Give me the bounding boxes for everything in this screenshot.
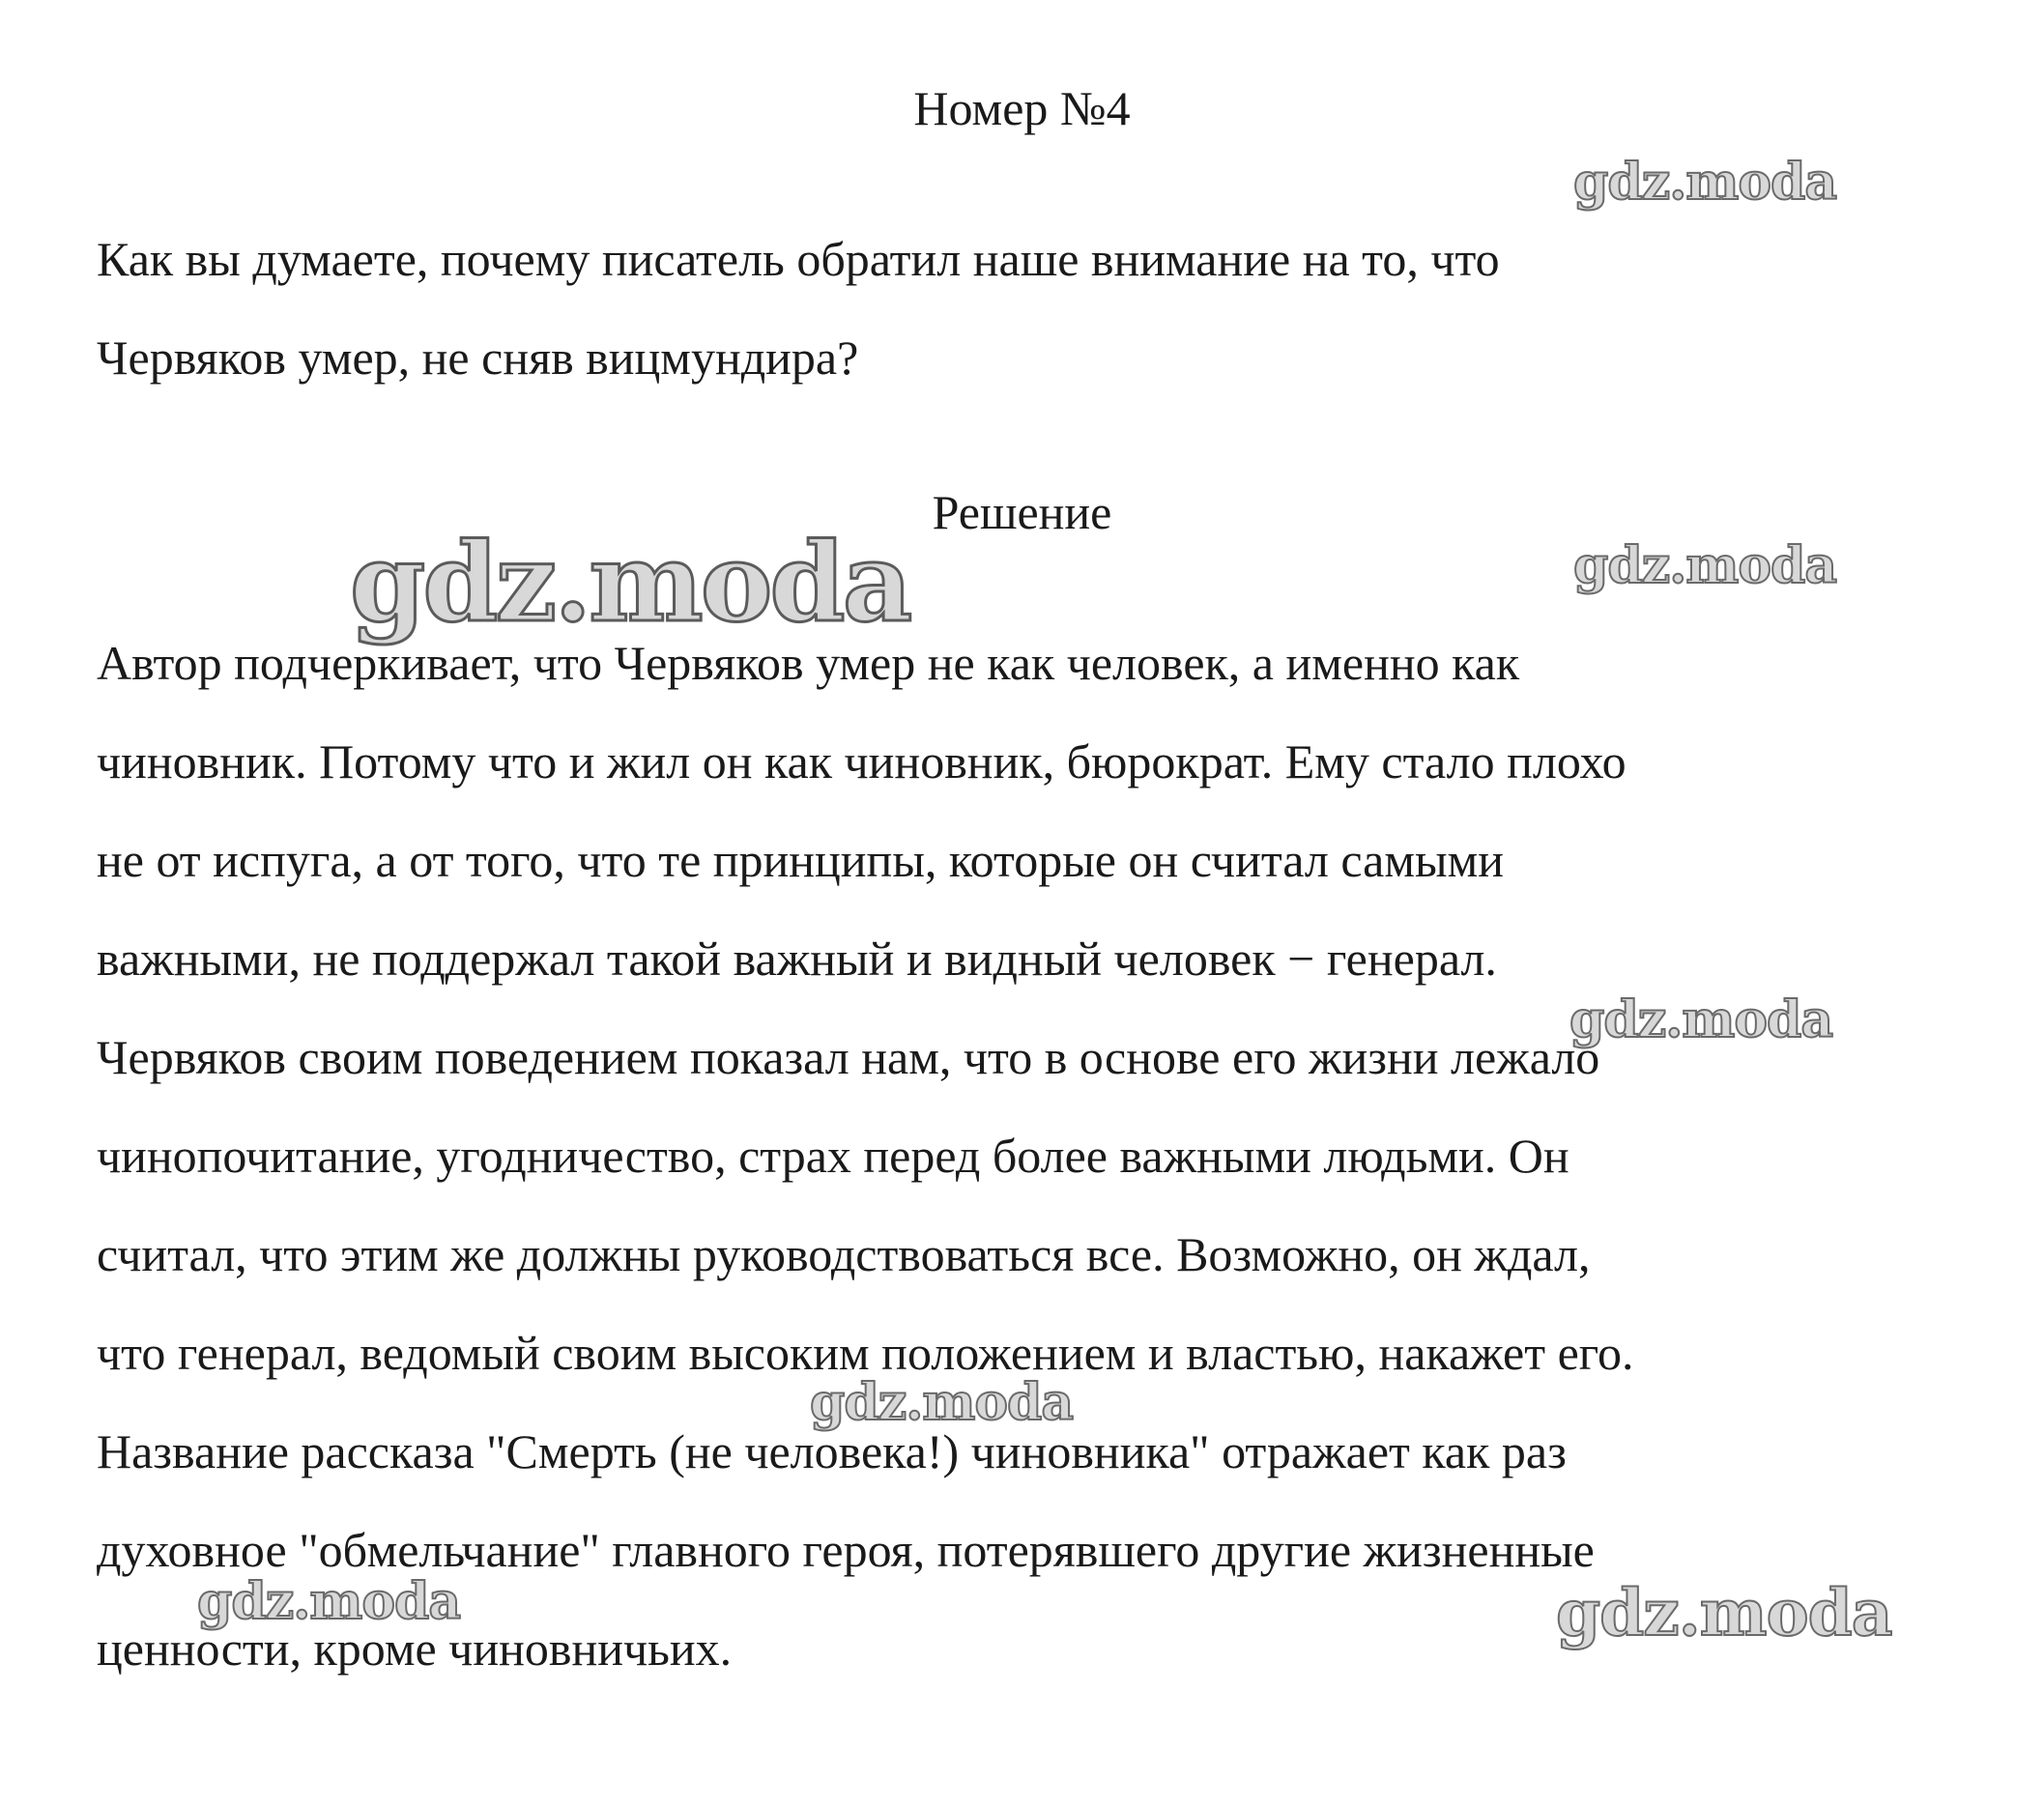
answer-line: чинопочитание, угодничество, страх перед более важными людьми. Он	[97, 1129, 1569, 1183]
question-line: Червяков умер, не сняв вицмундира?	[97, 330, 859, 385]
answer-line: не от испуга, а от того, что те принципы, которые он считал самыми	[97, 833, 1505, 887]
answer-line: Автор подчеркивает, что Червяков умер не как человек, а именно как	[97, 636, 1520, 690]
watermark: gdz.moda	[1556, 1575, 1892, 1650]
solution-heading: Решение	[932, 485, 1112, 539]
watermark: gdz.moda	[1573, 153, 1837, 212]
answer-line: Червяков своим поведением показал нам, что в основе его жизни лежало	[97, 1030, 1600, 1084]
answer-line: духовное "обмельчание" главного героя, потерявшего другие жизненные	[97, 1523, 1595, 1577]
watermark: gdz.moda	[1569, 990, 1833, 1049]
watermark: gdz.moda	[197, 1572, 461, 1631]
watermark: gdz.moda	[350, 520, 910, 646]
answer-line: что генерал, ведомый своим высоким положением и властью, накажет его.	[97, 1326, 1634, 1380]
answer-line: Название рассказа "Смерть (не человека!) чиновника" отражает как раз	[97, 1424, 1567, 1478]
answer-line: важными, не поддержал такой важный и видный человек − генерал.	[97, 932, 1497, 986]
question-line: Как вы думаете, почему писатель обратил наше внимание на то, что	[97, 232, 1500, 286]
answer-line: ценности, кроме чиновничьих.	[97, 1621, 733, 1676]
watermark: gdz.moda	[1573, 536, 1837, 595]
watermark: gdz.moda	[810, 1373, 1074, 1432]
answer-line: чиновник. Потому что и жил он как чиновник, бюрократ. Ему стало плохо	[97, 734, 1627, 789]
page-title: Номер №4	[913, 81, 1131, 135]
answer-line: считал, что этим же должны руководствоваться все. Возможно, он ждал,	[97, 1227, 1591, 1281]
